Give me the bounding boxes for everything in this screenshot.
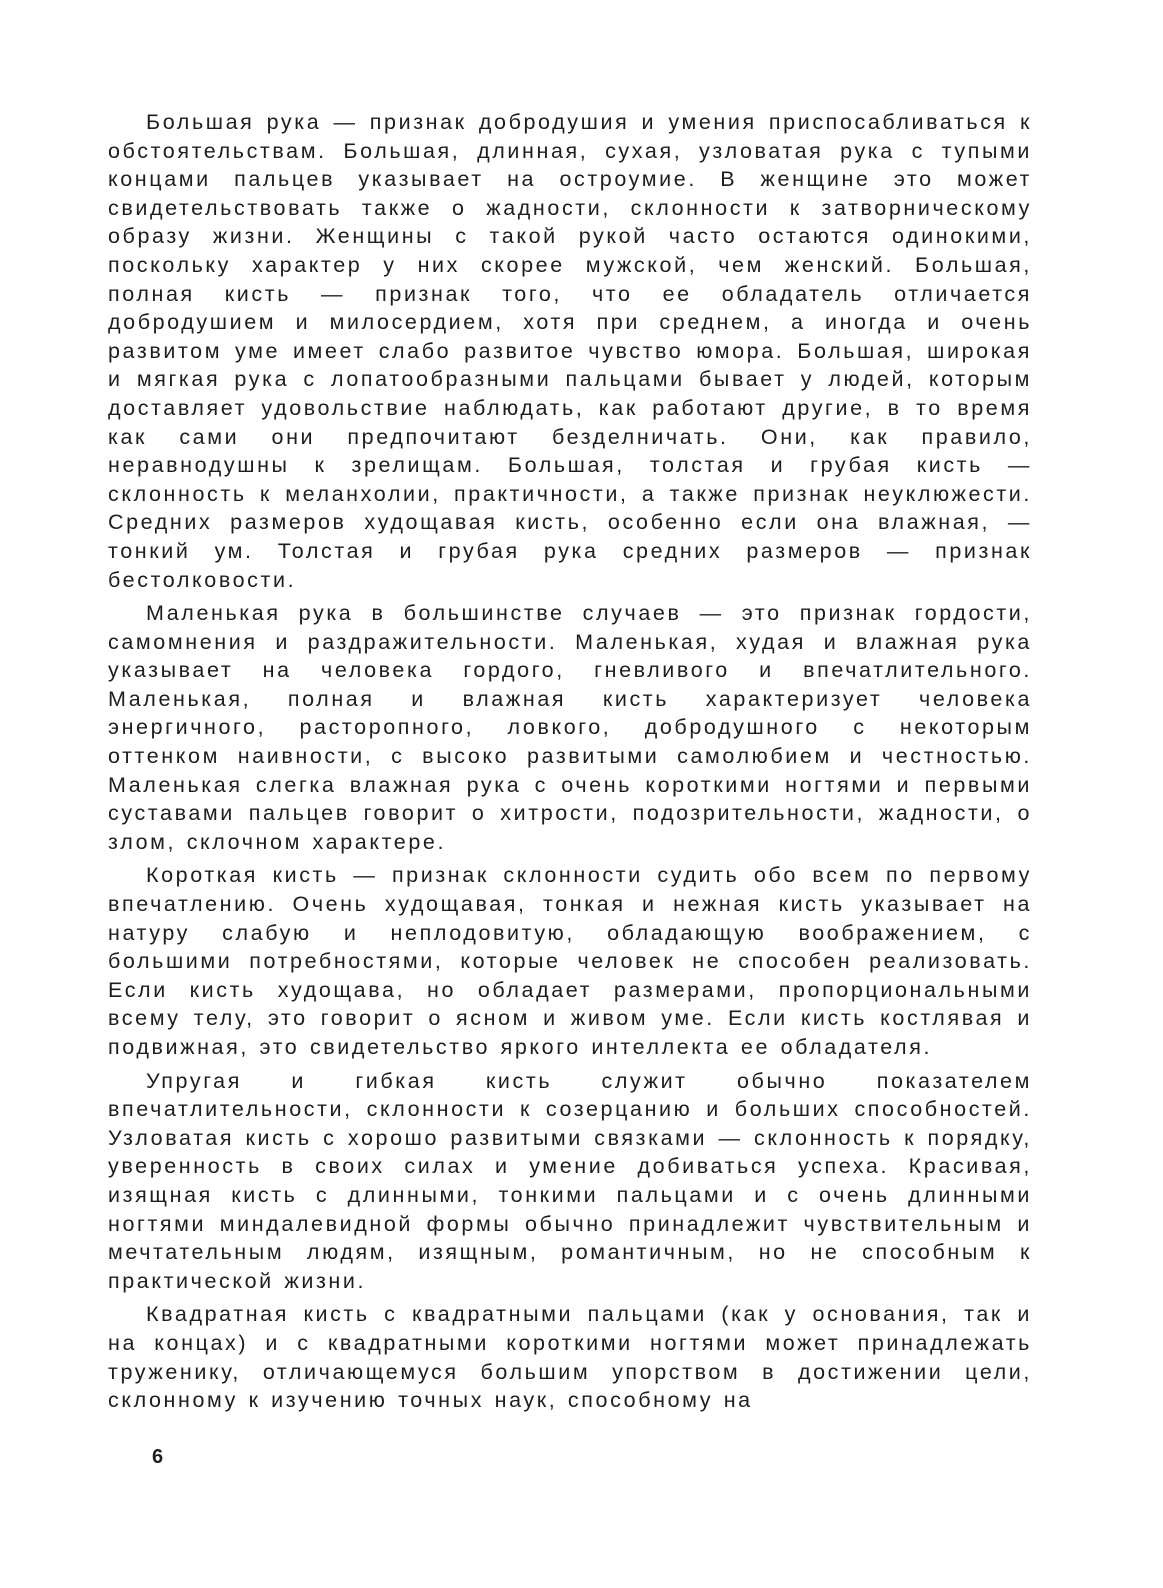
page-body [108,108,1032,1420]
paragraph-flexible-hand: Упругая и гибкая кисть служит обычно показателем впечатлительности, склонности к созерцанию и больших способностей. Узловатая кисть с хорошо развитыми связками — склонность к порядку, уверенность в своих силах и умение добиваться успеха. Красивая, изящная кисть с длинными, тонкими пальцами и с очень длинными ногтями миндалевидной формы обычно принадлежит чувствительным и мечтательным людям, изящным, романтичным, но не способным к практической жизни. [108,1068,1032,1293]
paragraph-square-hand: Квадратная кисть с квадратными пальцами (как у основания, так и на концах) и с квадратными короткими ногтями может принадлежать труженику, отличающемуся большим упорством в достижении цели, склонному к изучению точных наук, способному на [108,1302,1032,1413]
paragraph-large-hand: Большая рука — признак добродушия и умения приспосабливаться к обстоятельствам. Большая, длинная, сухая, узловатая рука с тупыми концами пальцев указывает на остроумие. В женщине это может свидетельствовать также о жадности, склонности к затворническому образу жизни. Женщины с такой рукой часто остаются одинокими, поскольку характер у них скорее мужской, чем женский. Большая, полная кисть — признак того, что ее обладатель отличается добродушием и милосердием, хотя при среднем, а иногда и очень развитом уме имеет слабо развитое чувство юмора. Большая, широкая и мягкая рука с лопатообразными пальцами бывает у людей, которым доставляет удовольствие наблюдать, как работают другие, в то время как сами они предпочитают безделничать. Они, как правило, неравнодушны к зрелищам. Большая, толстая и грубая кисть — склонность к меланхолии, практичности, а также признак неуклюжести. Средних размеров худощавая кисть, особенно если она влажная, — тонкий ум. Толстая и грубая рука средних размеров — признак бестолковости. [108,110,1032,592]
paragraph-short-hand: Короткая кисть — признак склонности судить обо всем по первому впечатлению. Очень худощавая, тонкая и нежная кисть указывает на натуру слабую и неплодовитую, обладающую воображением, с большими потребностями, которые человек не способен реализовать. Если кисть худощава, но обладает размерами, пропорциональными всему телу, это говорит о ясном и живом уме. Если кисть костлявая и подвижная, это свидетельство яркого интеллекта ее обладателя. [108,863,1032,1059]
page-number: 6 [152,1446,164,1468]
paragraph-small-hand: Маленькая рука в большинстве случаев — это признак гордости, самомнения и раздражительности. Маленькая, худая и влажная рука указывает на человека гордого, гневливого и впечатлительного. Маленькая, полная и влажная кисть характеризует человека энергичного, расторопного, ловкого, добродушного с некоторым оттенком наивности, с высоко развитыми самолюбием и честностью. Маленькая слегка влажная рука с очень короткими ногтями и первыми суставами пальцев говорит о хитрости, подозрительности, жадности, о злом, склочном характере. [108,601,1032,854]
